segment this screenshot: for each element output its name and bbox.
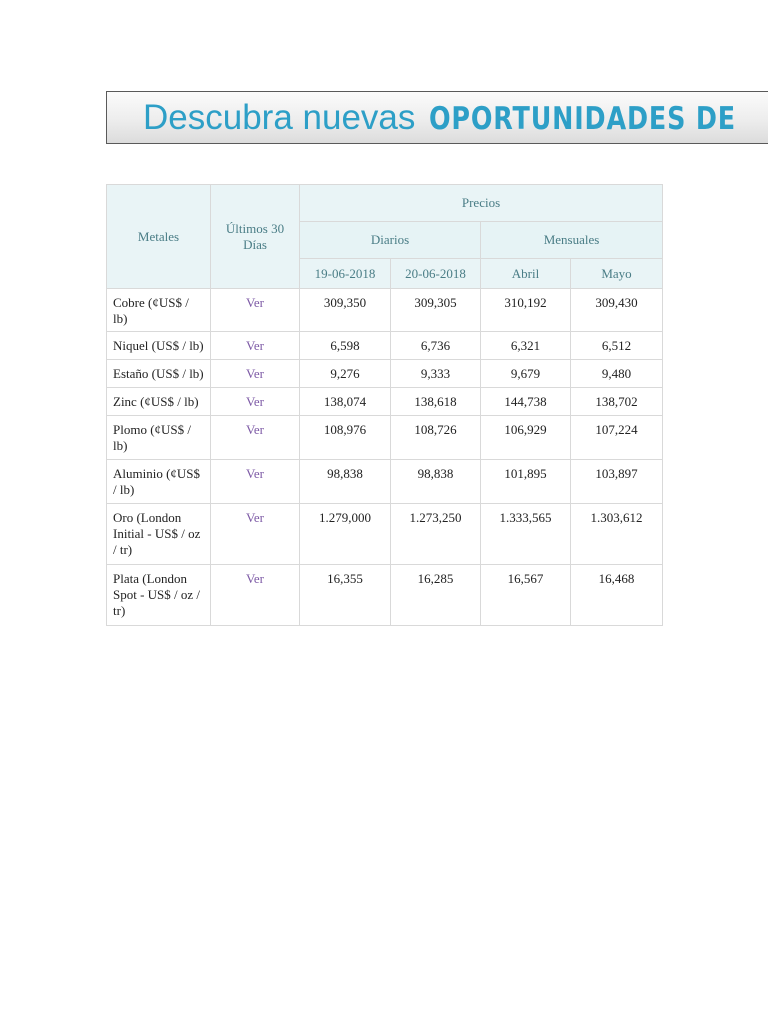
header-mensuales: Mensuales: [481, 222, 663, 259]
table-row: [107, 460, 663, 504]
daily-price-1: 9,276: [300, 360, 391, 388]
table-row: [107, 504, 663, 565]
banner-emphasis: OPORTUNIDADES DE: [429, 101, 737, 137]
header-month-2: Mayo: [571, 259, 663, 289]
header-date-2: 20-06-2018: [391, 259, 481, 289]
daily-price-2: 108,726: [391, 416, 481, 460]
ver-link[interactable]: Ver: [211, 360, 300, 388]
monthly-price-1: 16,567: [481, 565, 571, 626]
monthly-price-1: 310,192: [481, 289, 571, 332]
table-row: [107, 416, 663, 460]
monthly-price-1: 6,321: [481, 332, 571, 360]
daily-price-2: 1.273,250: [391, 504, 481, 565]
ver-link[interactable]: Ver: [211, 332, 300, 360]
banner-headline: [143, 98, 768, 139]
daily-price-2: 309,305: [391, 289, 481, 332]
table-row: [107, 565, 663, 626]
daily-price-1: 108,976: [300, 416, 391, 460]
table-row: [107, 388, 663, 416]
ver-link[interactable]: Ver: [211, 460, 300, 504]
daily-price-1: 138,074: [300, 388, 391, 416]
table-row: [107, 360, 663, 388]
metal-name: Oro (London Initial - US$ / oz / tr): [107, 504, 211, 565]
monthly-price-2: 9,480: [571, 360, 663, 388]
table-row: [107, 332, 663, 360]
header-diarios: Diarios: [300, 222, 481, 259]
daily-price-2: 98,838: [391, 460, 481, 504]
metal-name: Niquel (US$ / lb): [107, 332, 211, 360]
header-month-1: Abril: [481, 259, 571, 289]
daily-price-2: 16,285: [391, 565, 481, 626]
metal-name: Estaño (US$ / lb): [107, 360, 211, 388]
monthly-price-2: 1.303,612: [571, 504, 663, 565]
ver-link[interactable]: Ver: [211, 416, 300, 460]
daily-price-1: 16,355: [300, 565, 391, 626]
ver-link[interactable]: Ver: [211, 289, 300, 332]
daily-price-2: 138,618: [391, 388, 481, 416]
monthly-price-2: 16,468: [571, 565, 663, 626]
ver-link[interactable]: Ver: [211, 388, 300, 416]
header-precios: Precios: [300, 185, 663, 222]
daily-price-2: 9,333: [391, 360, 481, 388]
monthly-price-2: 103,897: [571, 460, 663, 504]
ver-link[interactable]: Ver: [211, 504, 300, 565]
monthly-price-2: 309,430: [571, 289, 663, 332]
daily-price-2: 6,736: [391, 332, 481, 360]
header-date-1: 19-06-2018: [300, 259, 391, 289]
metal-name: Zinc (¢US$ / lb): [107, 388, 211, 416]
monthly-price-1: 1.333,565: [481, 504, 571, 565]
metal-name: Plata (London Spot - US$ / oz / tr): [107, 565, 211, 626]
table-row: [107, 289, 663, 332]
promo-banner: [106, 91, 768, 144]
banner-prefix: Descubra nuevas: [143, 98, 416, 137]
metal-name: Plomo (¢US$ / lb): [107, 416, 211, 460]
monthly-price-2: 107,224: [571, 416, 663, 460]
monthly-price-1: 106,929: [481, 416, 571, 460]
daily-price-1: 309,350: [300, 289, 391, 332]
ver-link[interactable]: Ver: [211, 565, 300, 626]
monthly-price-2: 6,512: [571, 332, 663, 360]
monthly-price-2: 138,702: [571, 388, 663, 416]
monthly-price-1: 144,738: [481, 388, 571, 416]
metal-prices-table: [106, 184, 663, 626]
metal-name: Cobre (¢US$ / lb): [107, 289, 211, 332]
header-ultimos-30-dias: Últimos 30 Días: [211, 185, 300, 289]
daily-price-1: 98,838: [300, 460, 391, 504]
metal-name: Aluminio (¢US$ / lb): [107, 460, 211, 504]
daily-price-1: 6,598: [300, 332, 391, 360]
header-metales: Metales: [107, 185, 211, 289]
monthly-price-1: 9,679: [481, 360, 571, 388]
monthly-price-1: 101,895: [481, 460, 571, 504]
daily-price-1: 1.279,000: [300, 504, 391, 565]
